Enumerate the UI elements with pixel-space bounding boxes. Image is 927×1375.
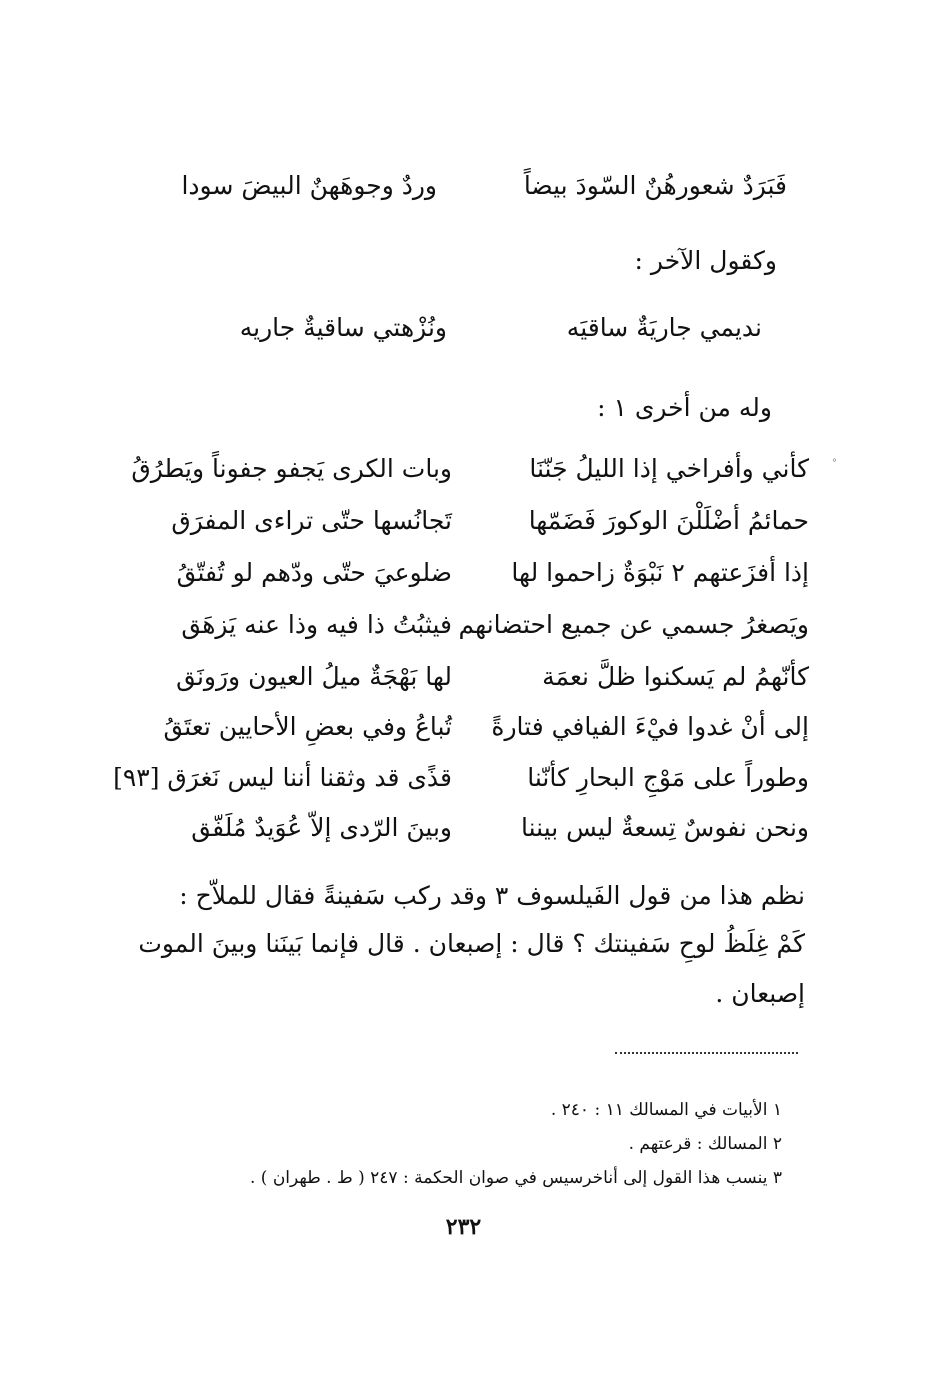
verse-right-hemistich: وطوراً على مَوْجِ البحارِ كأنّنا [527, 763, 809, 792]
verse-right-hemistich: كأني وأفراخي إذا الليلُ جَنّنَا [529, 454, 809, 483]
prose-line: كَمْ غِلَظُ لوحِ سَفينتك ؟ قال : إصبعان . قال فإنما بَينَنا وبينَ الموت [138, 929, 805, 958]
footnote: ٢ المسالك : قرعتهم . [628, 1134, 782, 1154]
couplet2-left-hemistich: ونُزْهتي ساقيةٌ جاريه [239, 313, 447, 342]
verse-left-hemistich: فيثبُتُ ذا فيه وذا عنه يَزهَق [181, 610, 452, 639]
couplet2-right-hemistich: نديمي جاريَةٌ ساقيَه [566, 313, 762, 342]
verse-right-hemistich: إلى أنْ غدوا فيْءَ الفيافي فتارةً [491, 712, 809, 741]
verse-left-hemistich: تُباعُ وفي بعضِ الأحايين تعتَقُ [163, 712, 452, 741]
footnote: ٣ ينسب هذا القول إلى أناخرسيس في صوان الحكمة : ٢٤٧ ( ط . طهران ) . [249, 1168, 782, 1188]
verse-left-hemistich: قذًى قد وثقنا أننا ليس نَغرَق [٩٣] [113, 763, 452, 792]
verse-left-hemistich: لها بَهْجَةٌ ميلُ العيون ورَونَق [176, 662, 452, 691]
intro-line-2: وله من أخرى ١ : [597, 393, 772, 422]
prose-line: نظم هذا من قول الفَيلسوف ٣ وقد ركب سَفينةً فقال للملاّح : [179, 881, 805, 910]
footnote-divider [615, 1052, 798, 1054]
margin-mark: ° [832, 458, 837, 469]
verse-left-hemistich: وبينَ الرّدى إلاّ عُوَيدٌ مُلَفّق [191, 813, 452, 842]
verse-right-hemistich: حمائمُ أضْلَلْنَ الوكورَ فَضَمّها [528, 506, 809, 535]
verse-left-hemistich: ضلوعيَ حتّى ودّهم لو تُفتّقُ [176, 558, 452, 587]
verse-right-hemistich: إذا أفزَعتهم ٢ نَبْوَةٌ زاحموا لها [511, 558, 809, 587]
verse-right-hemistich: كأنّهمُ لم يَسكنوا ظلَّ نعمَة [542, 662, 809, 691]
prose-line: إصبعان . [715, 979, 805, 1008]
verse-right-hemistich: ويَصغرُ جسمي عن جميع احتضانهم [458, 610, 809, 639]
verse-left-hemistich: تَجانُسها حتّى تراءى المفرَق [171, 506, 452, 535]
verse-left-hemistich: وبات الكرى يَجفو جفوناً ويَطرُقُ [131, 454, 452, 483]
verse-right-hemistich: ونحن نفوسٌ تِسعةٌ ليس بيننا [521, 813, 809, 842]
footnote: ١ الأبيات في المسالك ١١ : ٢٤٠ . [550, 1100, 782, 1120]
couplet1-right-hemistich: فَبَرَدٌ شعورهُنٌ السّودَ بيضاً [523, 171, 787, 200]
couplet1-left-hemistich: وردٌ وجوهَهنٌ البيضَ سودا [181, 171, 437, 200]
page-number: ٢٣٢ [445, 1214, 482, 1240]
intro-line-1: وكقول الآخر : [634, 246, 777, 275]
